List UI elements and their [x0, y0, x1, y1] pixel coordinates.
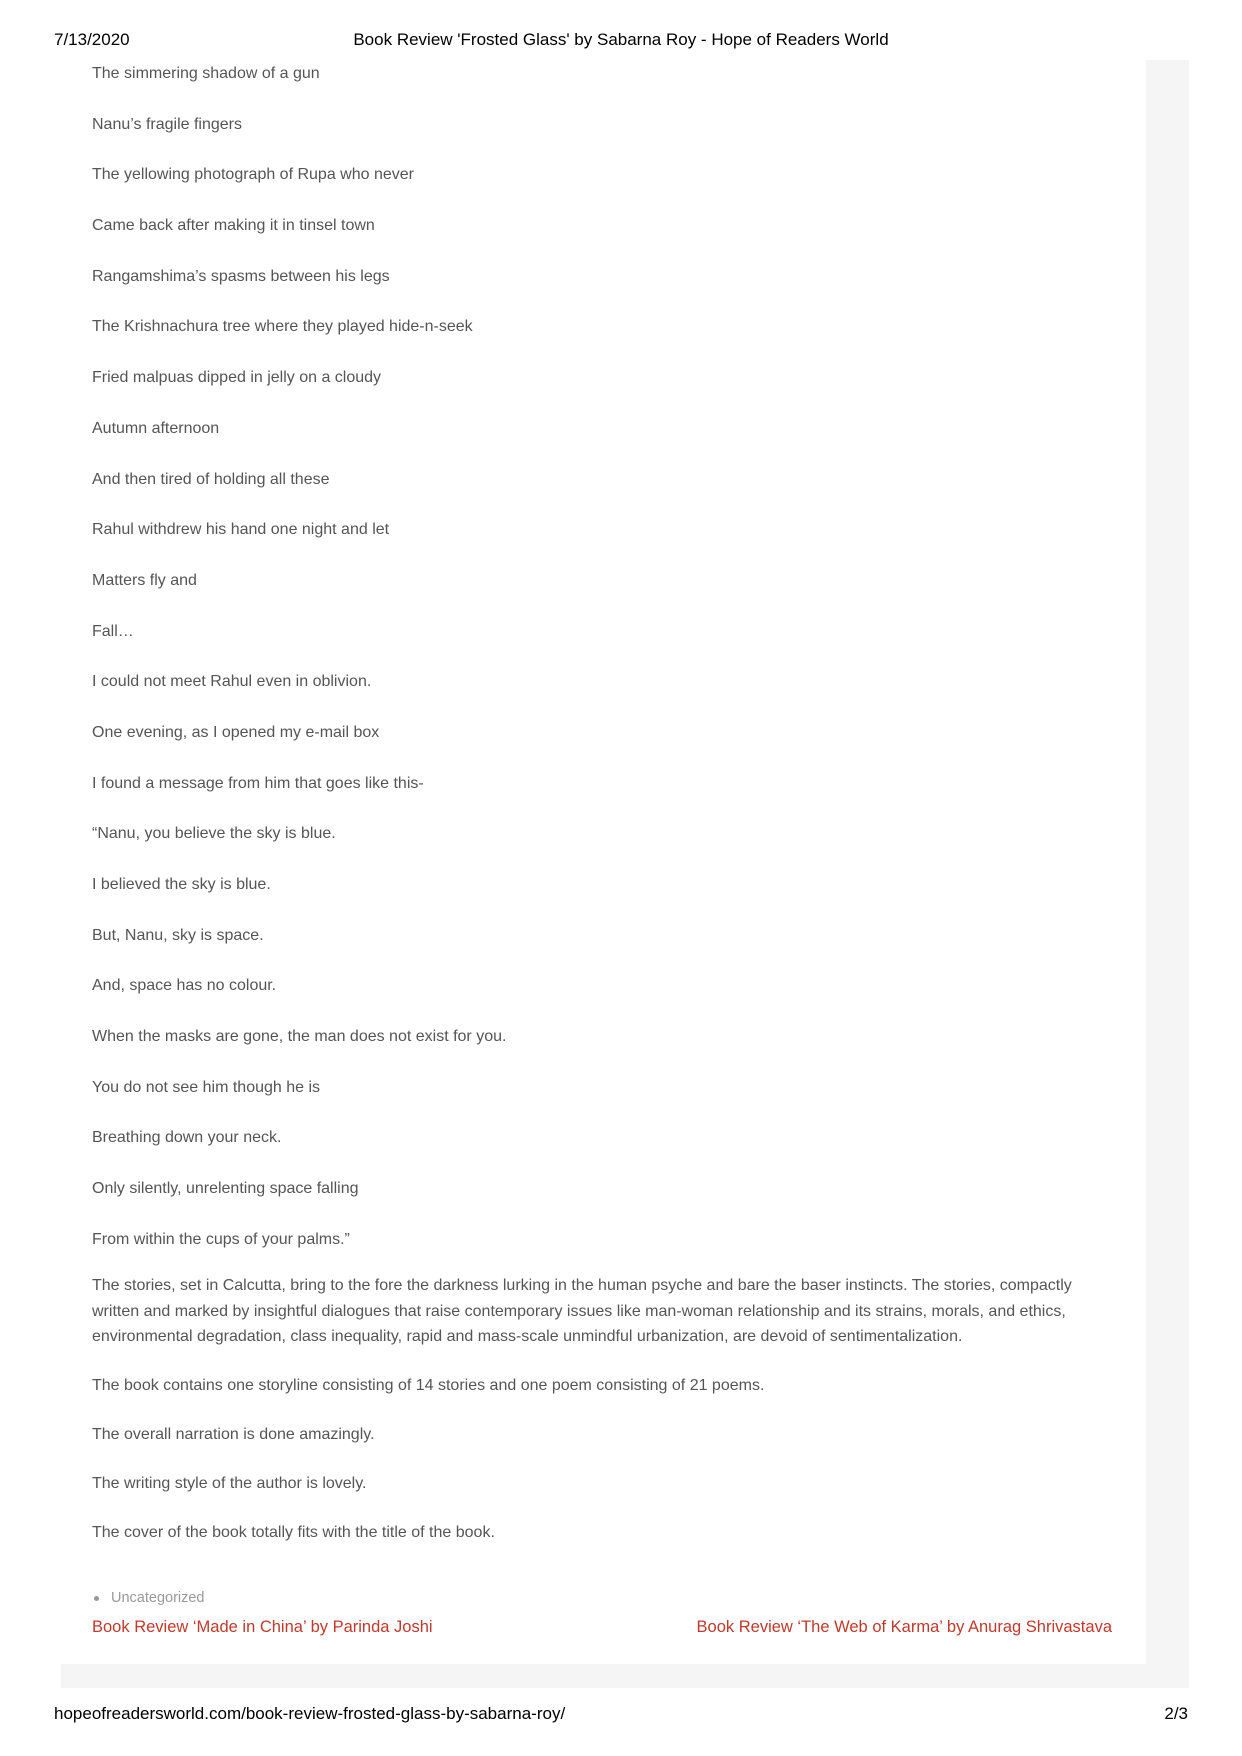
poem-line: Fall… — [92, 622, 134, 640]
poem-line: The Krishnachura tree where they played hide-n-seek — [92, 318, 473, 336]
page-number: 2/3 — [1164, 1704, 1188, 1723]
poem-line: Breathing down your neck. — [92, 1129, 282, 1147]
poem-line: Fried malpuas dipped in jelly on a cloudy — [92, 369, 382, 387]
review-paragraph: The writing style of the author is lovely. — [92, 1475, 367, 1492]
review-paragraph: The cover of the book totally fits with the title of the book. — [92, 1524, 495, 1541]
category-link[interactable]: Uncategorized — [111, 1590, 205, 1606]
poem-line: When the masks are gone, the man does not exist for you. — [92, 1028, 507, 1046]
poem-line: Rahul withdrew his hand one night and let — [92, 521, 390, 539]
poem-line: The simmering shadow of a gun — [92, 65, 320, 82]
poem-line: You do not see him though he is — [92, 1078, 321, 1096]
poem-line: Autumn afternoon — [92, 419, 220, 437]
print-url: hopeofreadersworld.com/book-review-frosted-glass-by-sabarna-roy/ — [54, 1704, 566, 1723]
poem-line: The yellowing photograph of Rupa who never — [92, 166, 414, 184]
print-page-title: Book Review 'Frosted Glass' by Sabarna Roy - Hope of Readers World — [353, 30, 889, 49]
print-header — [0, 28, 1242, 52]
poem-excerpt — [92, 60, 1122, 1277]
review-paragraph: The stories, set in Calcutta, bring to the fore the darkness lurking in the human psyche and bare the baser instincts. The stories, compactly written and marked by insightful dialogues that raise contemporary issues like man-woman relationship and its strains, morals, and ethics, environmental degradation, class inequality, rapid and mass-scale unmindful urbanization, are devoid of sentimentalization. — [92, 1277, 1072, 1345]
review-paragraph: The book contains one storyline consisting of 14 stories and one poem consisting of 21 poems. — [92, 1377, 765, 1394]
poem-line: And then tired of holding all these — [92, 470, 330, 488]
previous-post-link[interactable]: Book Review ‘Made in China’ by Parinda Joshi — [92, 1618, 433, 1636]
print-date: 7/13/2020 — [54, 30, 130, 49]
poem-line: From within the cups of your palms.” — [92, 1230, 350, 1248]
poem-line: Came back after making it in tinsel town — [92, 217, 375, 235]
poem-line: Rangamshima’s spasms between his legs — [92, 267, 390, 285]
poem-line: Matters fly and — [92, 571, 197, 589]
next-post-link[interactable]: Book Review ‘The Web of Karma’ by Anurag Shrivastava — [696, 1618, 1112, 1636]
review-body — [92, 1273, 1122, 1569]
poem-line: Only silently, unrelenting space falling — [92, 1180, 359, 1198]
poem-line: “Nanu, you believe the sky is blue. — [92, 825, 336, 843]
poem-line: I believed the sky is blue. — [92, 876, 271, 893]
poem-line: I found a message from him that goes like this- — [92, 774, 424, 792]
post-categories — [92, 1590, 205, 1606]
print-footer — [0, 1702, 1242, 1726]
poem-line: And, space has no colour. — [92, 977, 277, 995]
review-paragraph: The overall narration is done amazingly. — [92, 1426, 375, 1443]
poem-line: But, Nanu, sky is space. — [92, 926, 264, 944]
poem-line: One evening, as I opened my e-mail box — [92, 723, 380, 741]
poem-line: Nanu’s fragile fingers — [92, 115, 243, 133]
bullet-icon — [94, 1596, 99, 1601]
poem-line: I could not meet Rahul even in oblivion. — [92, 673, 372, 691]
